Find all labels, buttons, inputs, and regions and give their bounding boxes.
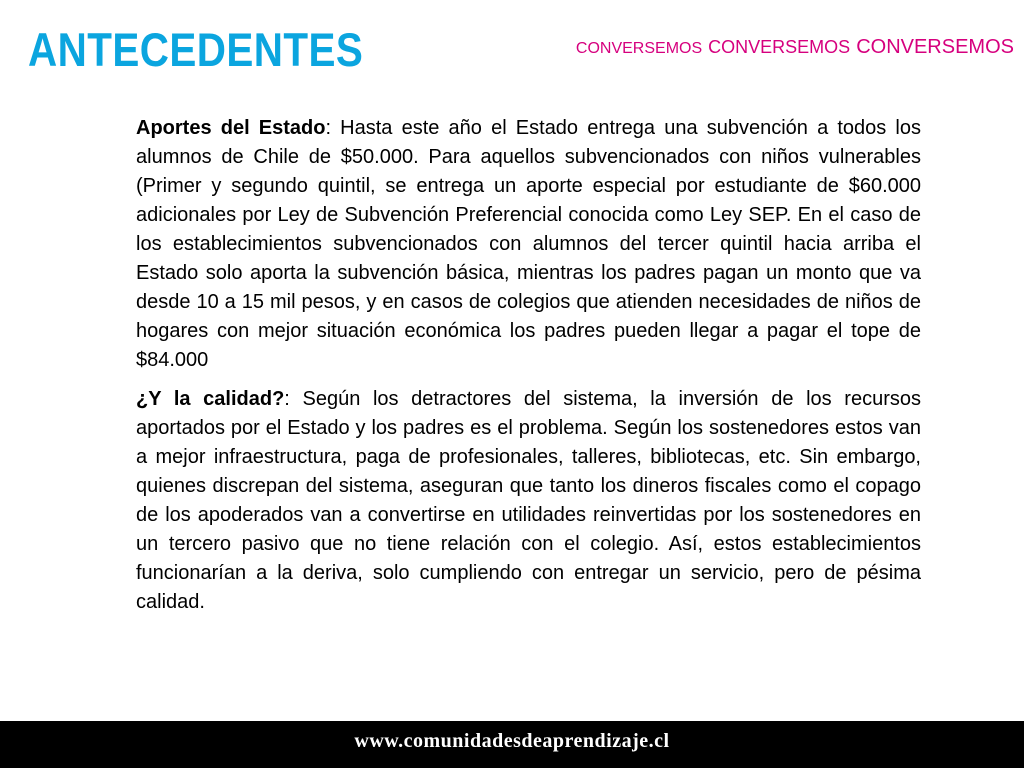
tagline-word-2: CONVERSEMOS [708, 37, 851, 57]
paragraph-calidad-lead: ¿Y la calidad? [136, 388, 285, 410]
paragraph-calidad-text: : Según los detractores del sistema, la inversión de los recursos aportados por el Estado y los padres es el problema. Según los sostenedores estos van a mejor infraestructura, paga de profesionales, talleres, bibliotecas, etc. Sin embargo, quienes discrepan del sistema, aseguran que tanto los dineros fiscales como el copago de los apoderados van a convertirse en utilidades reinvertidas por los sostenedores en un tercero pasivo que no tiene relación con el colegio. Así, estos establecimientos funcionarían a la deriva, solo cumpliendo con entregar un servicio, pero de pésima calidad. [136, 388, 921, 613]
tagline-word-3: CONVERSEMOS [856, 36, 1014, 58]
tagline-word-1: CONVERSEMOS [575, 40, 703, 57]
footer-bar [0, 721, 1024, 768]
paragraph-aportes [136, 114, 921, 375]
paragraph-aportes-text: : Hasta este año el Estado entrega una subvención a todos los alumnos de Chile de $50.000. Para aquellos subvencionados con niños vulnerables (Primer y segundo quintil, se entrega un aporte especial por estudiante de $60.000 adicionales por Ley de Subvención Preferencial conocida como Ley SEP. En el caso de los establecimientos subvencionados con alumnos del tercer quintil hacia arriba el Estado solo aporta la subvención básica, mientras los padres pagan un monto que va desde 10 a 15 mil pesos, y en casos de colegios que atienden necesidades de niños de hogares con mejor situación económica los padres pueden llegar a pagar el tope de $84.000 [136, 117, 921, 371]
tagline [570, 36, 1014, 59]
footer-url: www.comunidadesdeaprendizaje.cl [354, 730, 670, 752]
slide-body [136, 114, 921, 627]
paragraph-aportes-lead: Aportes del Estado [136, 117, 326, 139]
paragraph-calidad [136, 385, 921, 617]
slide-title: ANTECEDENTES [28, 23, 364, 76]
